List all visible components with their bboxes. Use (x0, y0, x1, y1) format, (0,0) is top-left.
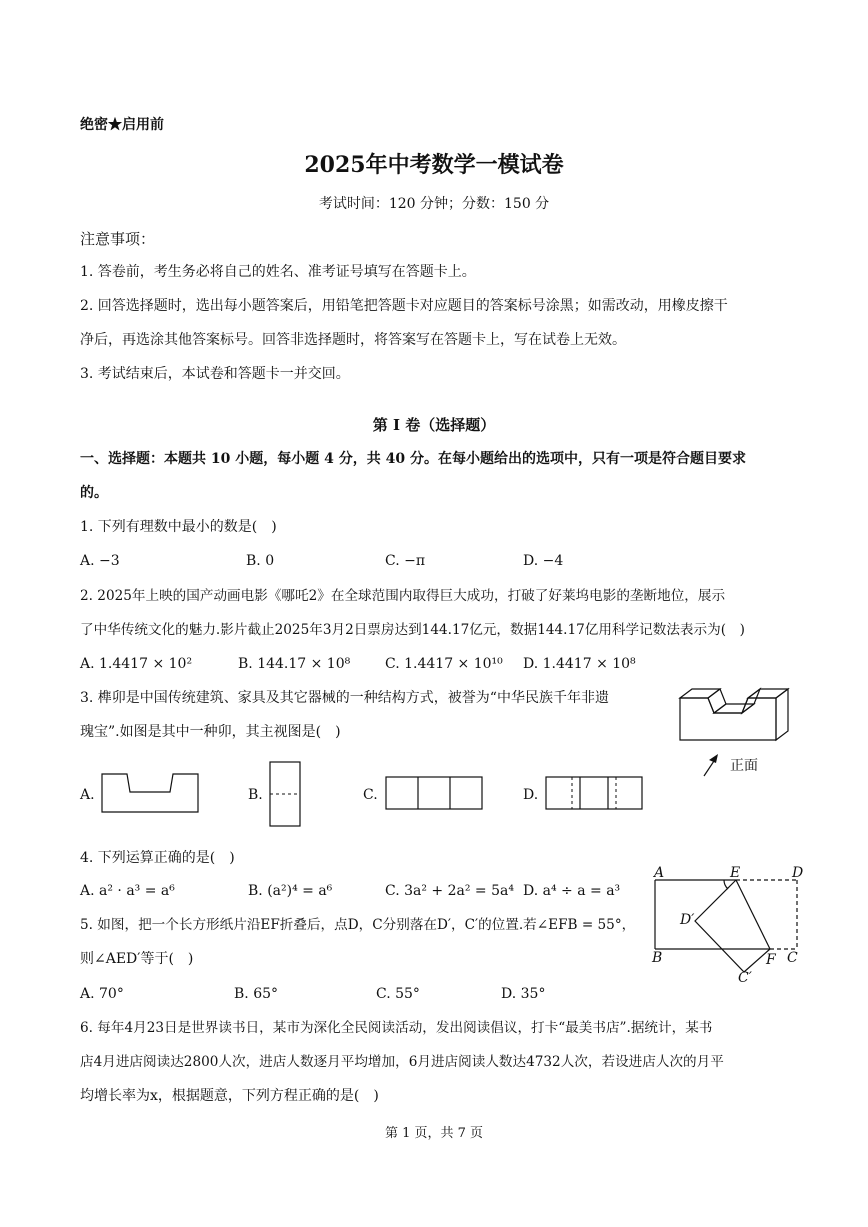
point-d-label: D (792, 865, 804, 881)
question-3-option-d-label: D. (523, 787, 539, 803)
question-3-option-b-label: B. (248, 787, 263, 803)
point-f-label: F (766, 952, 776, 968)
question-1-option-a: A. −3 (80, 553, 120, 569)
exam-info: 考试时间：120 分钟；分数：150 分 (318, 196, 550, 212)
question-6-stem: 6. 每年4月23日是世界读书日，某市为深化全民阅读活动，发出阅读倡议，打卡“最美书店”.据统计，某书 (80, 1020, 713, 1036)
option-a-figure (101, 773, 199, 813)
section-title: 第 I 卷（选择题） (372, 416, 496, 434)
secret-label: 绝密★启用前 (80, 117, 164, 133)
question-1-stem: 1. 下列有理数中最小的数是( ) (80, 519, 277, 535)
notes-heading: 注意事项： (80, 230, 156, 248)
folded-rectangle-figure (644, 862, 814, 990)
point-a-label: A (654, 865, 665, 881)
section-instruction: 一、选择题：本题共 10 小题，每小题 4 分，共 40 分。在每小题给出的选项中，只有一项是符合题目要求 (80, 451, 746, 467)
option-b-figure (269, 761, 301, 827)
note-item: 1. 答卷前，考生务必将自己的姓名、准考证号填写在答题卡上。 (80, 264, 476, 280)
question-3-option-c-label: C. (363, 787, 378, 803)
question-6-stem: 店4月进店阅读达2800人次，进店人数逐月平均增加，6月进店阅读人数达4732人次，若设进店人次的月平 (80, 1054, 724, 1070)
question-5-option-d: D. 35° (501, 986, 546, 1002)
question-4-stem: 4. 下列运算正确的是( ) (80, 850, 235, 866)
option-d-figure (545, 776, 643, 810)
question-1-option-d: D. −4 (523, 553, 564, 569)
point-c-prime-label: C′ (738, 970, 752, 986)
question-3-option-a-label: A. (80, 787, 95, 803)
question-3-stem: 3. 榫卯是中国传统建筑、家具及其它器械的一种结构方式，被誉为“中华民族千年非遗 (80, 690, 609, 706)
question-4-option-c: C. 3a² + 2a² = 5a⁴ (385, 883, 514, 899)
question-4-option-a: A. a² · a³ = a⁶ (80, 883, 175, 899)
note-item: 2. 回答选择题时，选出每小题答案后，用铅笔把答题卡对应题目的答案标号涂黑；如需改动，用橡皮擦干 (80, 298, 728, 314)
question-3-stem: 瑰宝”.如图是其中一种卯，其主视图是( ) (80, 724, 341, 740)
question-4-option-d: D. a⁴ ÷ a = a³ (523, 883, 621, 899)
question-2-stem: 了中华传统文化的魅力.影片截止2025年3月2日票房达到144.17亿元，数据144.17亿用科学记数法表示为( ) (80, 622, 745, 638)
page-footer: 第 1 页，共 7 页 (384, 1126, 484, 1141)
question-2-option-a: A. 1.4417 × 10² (80, 656, 193, 672)
point-e-label: E (730, 865, 741, 881)
question-5-stem: 5. 如图，把一个长方形纸片沿EF折叠后，点D，C分别落在D′，C′的位置.若∠EFB = 55°， (80, 917, 636, 933)
point-d-prime-label: D′ (680, 912, 695, 928)
question-4-option-b: B. (a²)⁴ = a⁶ (248, 883, 333, 899)
point-c-label: C (787, 950, 798, 966)
question-5-option-c: C. 55° (376, 986, 420, 1002)
question-1-option-c: C. −π (385, 553, 426, 569)
section-instruction: 的。 (80, 485, 108, 501)
question-5-stem: 则∠AED′等于( ) (80, 951, 194, 967)
question-2-option-c: C. 1.4417 × 10¹⁰ (385, 656, 503, 672)
option-c-figure (385, 776, 483, 810)
point-b-label: B (652, 950, 663, 966)
question-2-option-d: D. 1.4417 × 10⁸ (523, 656, 636, 672)
question-5-option-a: A. 70° (80, 986, 124, 1002)
question-2-option-b: B. 144.17 × 10⁸ (238, 656, 351, 672)
question-2-stem: 2. 2025年上映的国产动画电影《哪吒2》在全球范围内取得巨大成功，打破了好莱坞电影的垄断地位，展示 (80, 588, 726, 604)
note-item: 净后，再选涂其他答案标号。回答非选择题时，将答案写在答题卡上，写在试卷上无效。 (80, 332, 626, 348)
question-6-stem: 均增长率为x，根据题意，下列方程正确的是( ) (80, 1088, 379, 1104)
figure-front-label: 正面 (730, 758, 758, 774)
question-1-option-b: B. 0 (246, 553, 275, 569)
page-title: 2025年中考数学一模试卷 (304, 152, 564, 178)
note-item: 3. 考试结束后，本试卷和答题卡一并交回。 (80, 366, 350, 382)
question-5-option-b: B. 65° (234, 986, 279, 1002)
